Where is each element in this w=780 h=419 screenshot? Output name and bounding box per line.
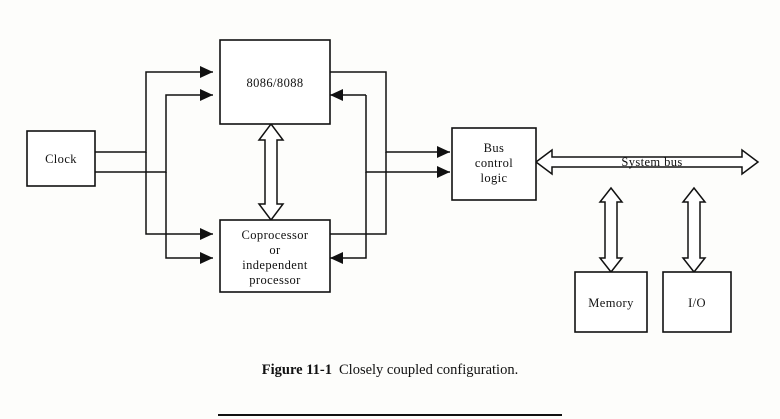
- node-coprocessor-label-line2: or: [269, 243, 281, 257]
- figure-number: Figure 11-1: [261, 362, 332, 378]
- node-bus-control-label-line3: logic: [480, 171, 508, 185]
- connection-bus-to-io: [683, 188, 705, 272]
- node-memory: [575, 272, 647, 332]
- node-clock-label: Clock: [45, 152, 77, 166]
- node-cpu-label: 8086/8088: [246, 76, 304, 90]
- node-coprocessor: [220, 220, 330, 292]
- figure-caption-text: Closely coupled configuration.: [339, 362, 519, 378]
- connection-cpu-coprocessor-bidirectional: [259, 124, 283, 220]
- system-bus-label: System bus: [621, 155, 683, 169]
- node-io-label: I/O: [688, 296, 706, 310]
- node-bus-control-label-line2: control: [474, 156, 514, 170]
- connection-cpu-to-bus-control: [330, 72, 450, 178]
- node-coprocessor-label-line4: processor: [249, 273, 301, 287]
- connection-clock-to-cpu: [95, 66, 213, 172]
- node-bus-control-logic: [452, 128, 536, 200]
- connection-clock-to-coprocessor: [146, 152, 213, 264]
- node-clock: [27, 131, 95, 186]
- connection-coprocessor-to-bus-control: [330, 152, 386, 264]
- figure-caption: [0, 362, 780, 379]
- connection-bus-to-memory: [600, 188, 622, 272]
- page-rule: [218, 414, 562, 416]
- node-bus-control-label-line1: Bus: [483, 141, 505, 155]
- node-memory-label: Memory: [588, 296, 634, 310]
- node-cpu: [220, 40, 330, 124]
- node-io: [663, 272, 731, 332]
- node-coprocessor-label-line3: independent: [242, 258, 308, 272]
- node-coprocessor-label-line1: Coprocessor: [241, 228, 309, 242]
